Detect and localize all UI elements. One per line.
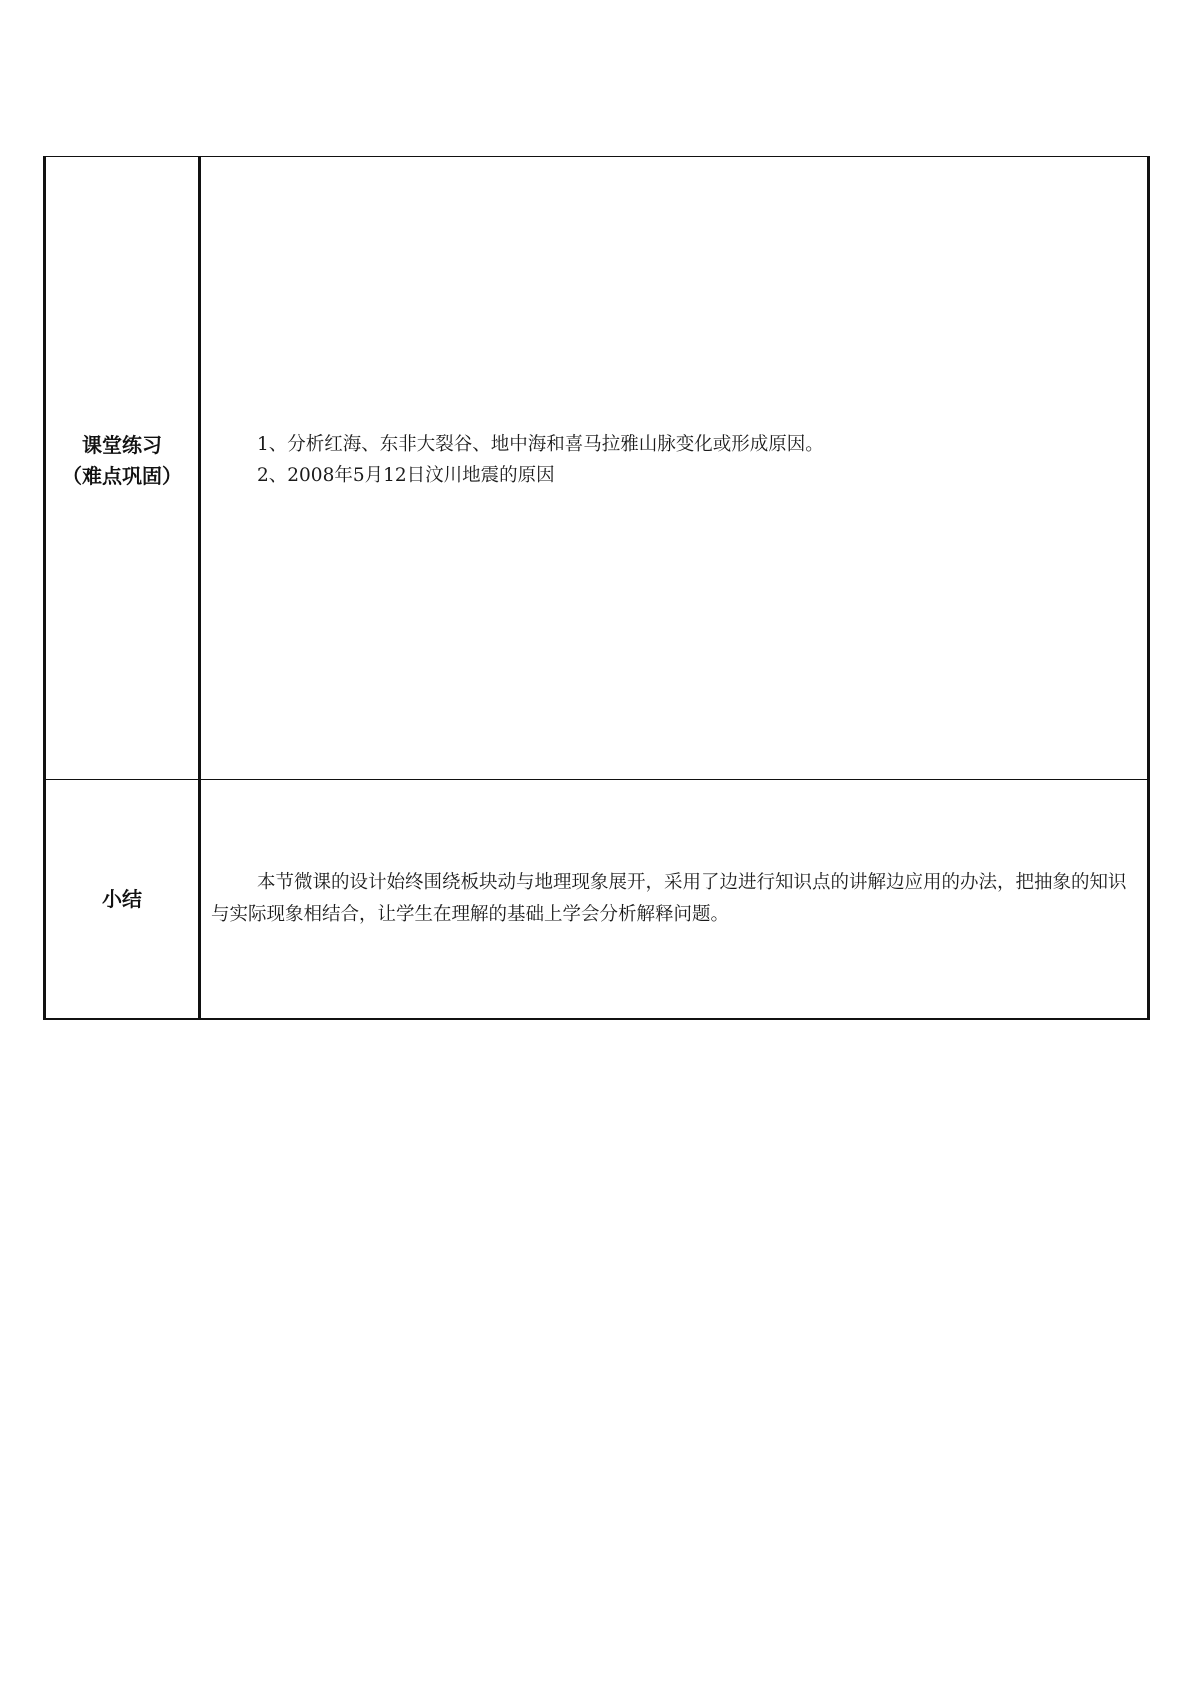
summary-label-cell [45,780,200,1020]
exercise-list [201,429,1147,491]
lesson-plan-table [43,156,1150,1020]
practice-label-cell [45,157,200,780]
exercise-item-1: 1、分析红海、东非大裂谷、地中海和喜马拉雅山脉变化或形成原因。 [257,434,824,455]
table-row-practice [45,157,1149,780]
summary-text: 本节微课的设计始终围绕板块动与地理现象展开，采用了边进行知识点的讲解边应用的办法，把抽象的知识与实际现象相结合，让学生在理解的基础上学会分析解释问题。 [211,872,1127,925]
table-row-summary [45,780,1149,1020]
practice-label [46,430,198,492]
practice-label-line2: （难点巩固） [62,464,182,488]
exercise-item-2: 2、2008年5月12日汶川地震的原因 [257,465,555,486]
practice-label-line1: 课堂练习 [82,433,162,457]
summary-label: 小结 [102,886,142,911]
summary-content-cell [200,780,1149,1020]
practice-content-cell [200,157,1149,780]
